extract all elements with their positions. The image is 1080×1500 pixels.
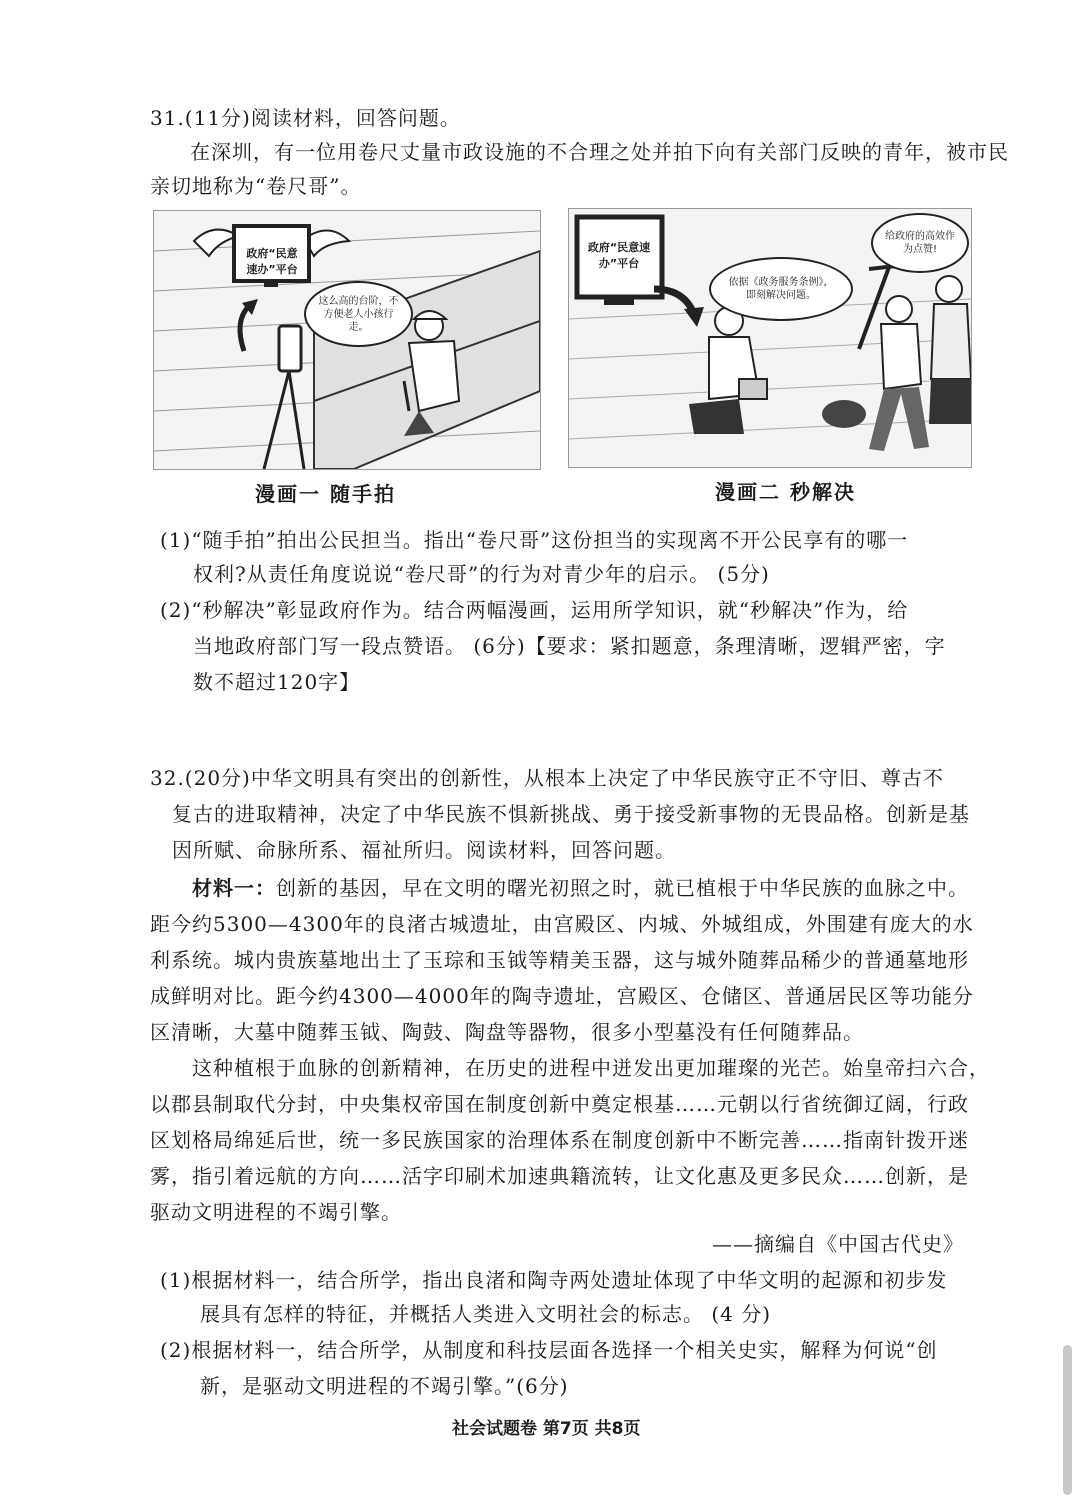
q31-sub2-line1: (2)“秒解决”彰显政府作为。结合两幅漫画，运用所学知识，就“秒解决”作为，给 bbox=[160, 598, 909, 622]
q31-header: 31.(11分)阅读材料，回答问题。 bbox=[150, 106, 461, 130]
q32-m2: 距今约5300—4300年的良渚古城遗址，由宫殿区、内城、外城组成，外围建有庞大的水 bbox=[150, 912, 974, 936]
comic2-resident-bubble bbox=[871, 213, 969, 273]
q32-m3: 利系统。城内贵族墓地出土了玉琮和玉钺等精美玉器，这与城外随葬品稀少的普通墓地形 bbox=[150, 948, 969, 972]
q31-sub2-line3: 数不超过120字】 bbox=[193, 670, 361, 694]
q31-sub2-line2: 当地政府部门写一段点赞语。 (6分)【要求：紧扣题意，条理清晰，逻辑严密，字 bbox=[193, 634, 946, 658]
comic2-official-bubble-text: 依据《政务服务条例》，即刻解决问题。 bbox=[728, 277, 834, 301]
q32-m4: 成鲜明对比。距今约4300—4000年的陶寺遗址，宫殿区、仓储区、普通居民区等功能分 bbox=[150, 984, 974, 1008]
comic1-caption: 漫画一 随手拍 bbox=[255, 482, 396, 506]
q31-intro-line1: 在深圳，有一位用卷尺丈量市政设施的不合理之处并拍下向有关部门反映的青年，被市民 bbox=[190, 140, 1009, 164]
page-footer: 社会试题卷 第7页 共8页 bbox=[452, 1419, 641, 1439]
q32-line3: 因所赋、命脉所系、福祉所归。阅读材料，回答问题。 bbox=[172, 838, 676, 862]
q32-p2-1: 这种植根于血脉的创新精神，在历史的进程中迸发出更加璀璨的光芒。始皇帝扫六合， bbox=[192, 1056, 990, 1080]
comic2-screen-text: 政府“民意速办”平台 bbox=[587, 241, 651, 270]
comic1-speech-bubble bbox=[304, 281, 413, 347]
material-one-label: 材料一： bbox=[192, 876, 276, 900]
comic1-bubble-text: 这么高的台阶，不方便老人小孩行走。 bbox=[318, 295, 399, 333]
q32-p2-4: 雾，指引着远航的方向……活字印刷术加速典籍流转，让文化惠及更多民众……创新，是 bbox=[150, 1164, 969, 1188]
comic-two-illustration bbox=[568, 208, 972, 468]
q32-line1: 32.(20分)中华文明具有突出的创新性，从根本上决定了中华民族守正不守旧、尊古不 bbox=[150, 766, 944, 790]
q31-sub1-line2: 权利?从责任角度说说“卷尺哥”的行为对青少年的启示。 (5分) bbox=[193, 562, 770, 586]
comic-one-illustration bbox=[153, 210, 541, 470]
comic1-screen-text: 政府“民意速办”平台 bbox=[246, 247, 298, 276]
q32-sub2-line2: 新，是驱动文明进程的不竭引擎。”(6分) bbox=[200, 1374, 569, 1398]
q32-sub2-line1: (2)根据材料一，结合所学，从制度和科技层面各选择一个相关史实，解释为何说“创 bbox=[160, 1338, 938, 1362]
q31-intro-line2: 亲切地称为“卷尺哥”。 bbox=[150, 174, 362, 198]
q32-p2-3: 区划格局绵延后世，统一多民族国家的治理体系在制度创新中不断完善……指南针拨开迷 bbox=[150, 1128, 969, 1152]
comic2-caption: 漫画二 秒解决 bbox=[715, 480, 856, 504]
comic2-official-bubble bbox=[709, 257, 853, 321]
comic2-resident-bubble-text: 给政府的高效作为点赞! bbox=[885, 231, 955, 255]
scrollbar-thumb[interactable] bbox=[1063, 1345, 1072, 1495]
q32-sub1-line2: 展具有怎样的特征，并概括人类进入文明社会的标志。 (4 分) bbox=[200, 1302, 772, 1326]
q32-source: ——摘编自《中国古代史》 bbox=[712, 1232, 964, 1256]
q32-line2: 复古的进取精神，决定了中华民族不惧新挑战、勇于接受新事物的无畏品格。创新是基 bbox=[172, 802, 970, 826]
q32-p2-5: 驱动文明进程的不竭引擎。 bbox=[150, 1200, 402, 1224]
q32-m5: 区清晰，大墓中随葬玉钺、陶鼓、陶盘等器物，很多小型墓没有任何随葬品。 bbox=[150, 1020, 864, 1044]
q32-p2-2: 以郡县制取代分封，中央集权帝国在制度创新中奠定根基……元朝以行省统御辽阔，行政 bbox=[150, 1092, 969, 1116]
q32-sub1-line1: (1)根据材料一，结合所学，指出良渚和陶寺两处遗址体现了中华文明的起源和初步发 bbox=[160, 1268, 948, 1292]
material-one-first-line: 创新的基因，早在文明的曙光初照之时，就已植根于中华民族的血脉之中。 bbox=[276, 876, 969, 900]
q31-sub1-line1: (1)“随手拍”拍出公民担当。指出“卷尺哥”这份担当的实现离不开公民享有的哪一 bbox=[160, 528, 909, 552]
q32-material-one-para1 bbox=[192, 870, 969, 906]
